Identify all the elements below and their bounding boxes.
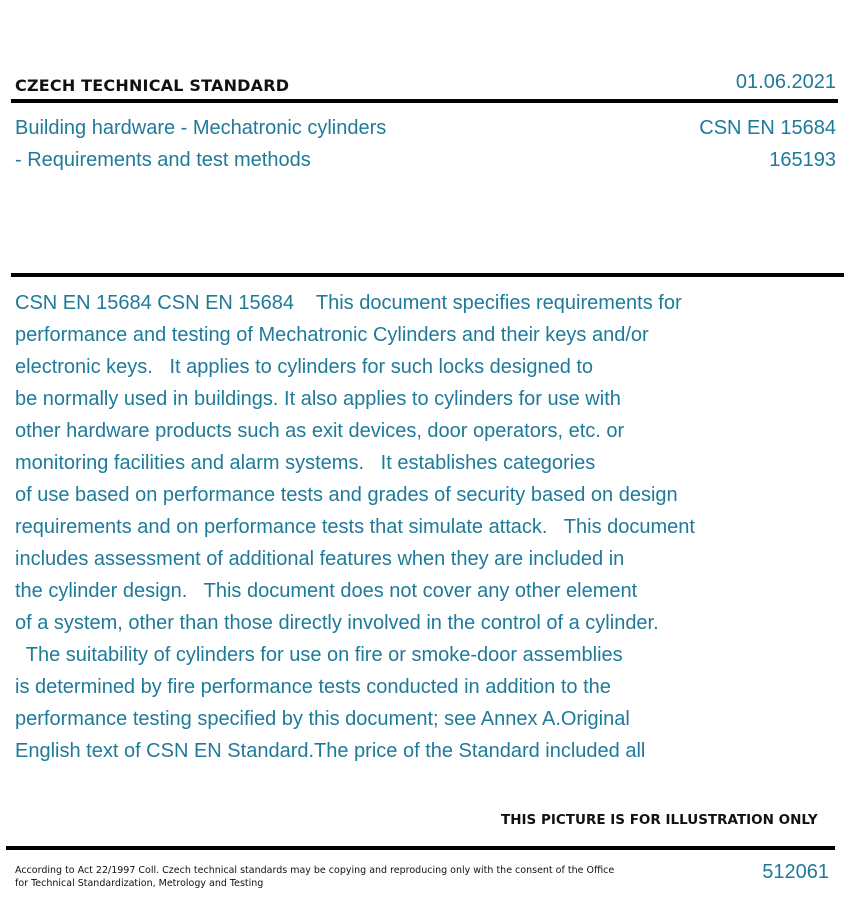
copyright-note-line: for Technical Standardization, Metrology and Testing — [15, 878, 264, 889]
abstract-line: the cylinder design. This document does not cover any other element — [15, 580, 638, 602]
copyright-note — [15, 864, 615, 890]
abstract-line: English text of CSN EN Standard.The price of the Standard included all — [15, 740, 646, 762]
abstract-line: monitoring facilities and alarm systems. It establishes categories — [15, 452, 596, 474]
abstract-line: other hardware products such as exit devices, door operators, etc. or — [15, 420, 625, 442]
footer-divider — [6, 846, 835, 850]
abstract-line: is determined by fire performance tests conducted in addition to the — [15, 676, 611, 698]
abstract-line: requirements and on performance tests that simulate attack. This document — [15, 516, 695, 538]
catalog-number: 165193 — [769, 149, 836, 171]
abstract-text — [15, 291, 775, 771]
document-id: 512061 — [762, 861, 829, 883]
standard-title-line-1: Building hardware - Mechatronic cylinders — [15, 117, 387, 139]
abstract-line: be normally used in buildings. It also applies to cylinders for use with — [15, 388, 621, 410]
standard-number: CSN EN 15684 — [699, 117, 836, 139]
abstract-line: electronic keys. It applies to cylinders for such locks designed to — [15, 356, 594, 378]
abstract-line: includes assessment of additional features when they are included in — [15, 548, 625, 570]
publication-date: 01.06.2021 — [735, 71, 836, 93]
abstract-line: performance and testing of Mechatronic Cylinders and their keys and/or — [15, 324, 649, 346]
illustration-disclaimer: THIS PICTURE IS FOR ILLUSTRATION ONLY — [501, 812, 818, 828]
header-divider — [11, 99, 838, 103]
abstract-line: of use based on performance tests and grades of security based on design — [15, 484, 678, 506]
abstract-line: The suitability of cylinders for use on fire or smoke-door assemblies — [15, 644, 623, 666]
title-divider — [11, 273, 844, 277]
abstract-line: CSN EN 15684 CSN EN 15684 This document specifies requirements for — [15, 292, 682, 314]
abstract-line: performance testing specified by this document; see Annex A.Original — [15, 708, 630, 730]
abstract-line: of a system, other than those directly involved in the control of a cylinder. — [15, 612, 659, 634]
standard-title-line-2: - Requirements and test methods — [15, 149, 311, 171]
document-type-heading: CZECH TECHNICAL STANDARD — [15, 76, 290, 95]
copyright-note-line: According to Act 22/1997 Coll. Czech technical standards may be copying and reproducing only with the consent of the Office — [15, 865, 615, 876]
